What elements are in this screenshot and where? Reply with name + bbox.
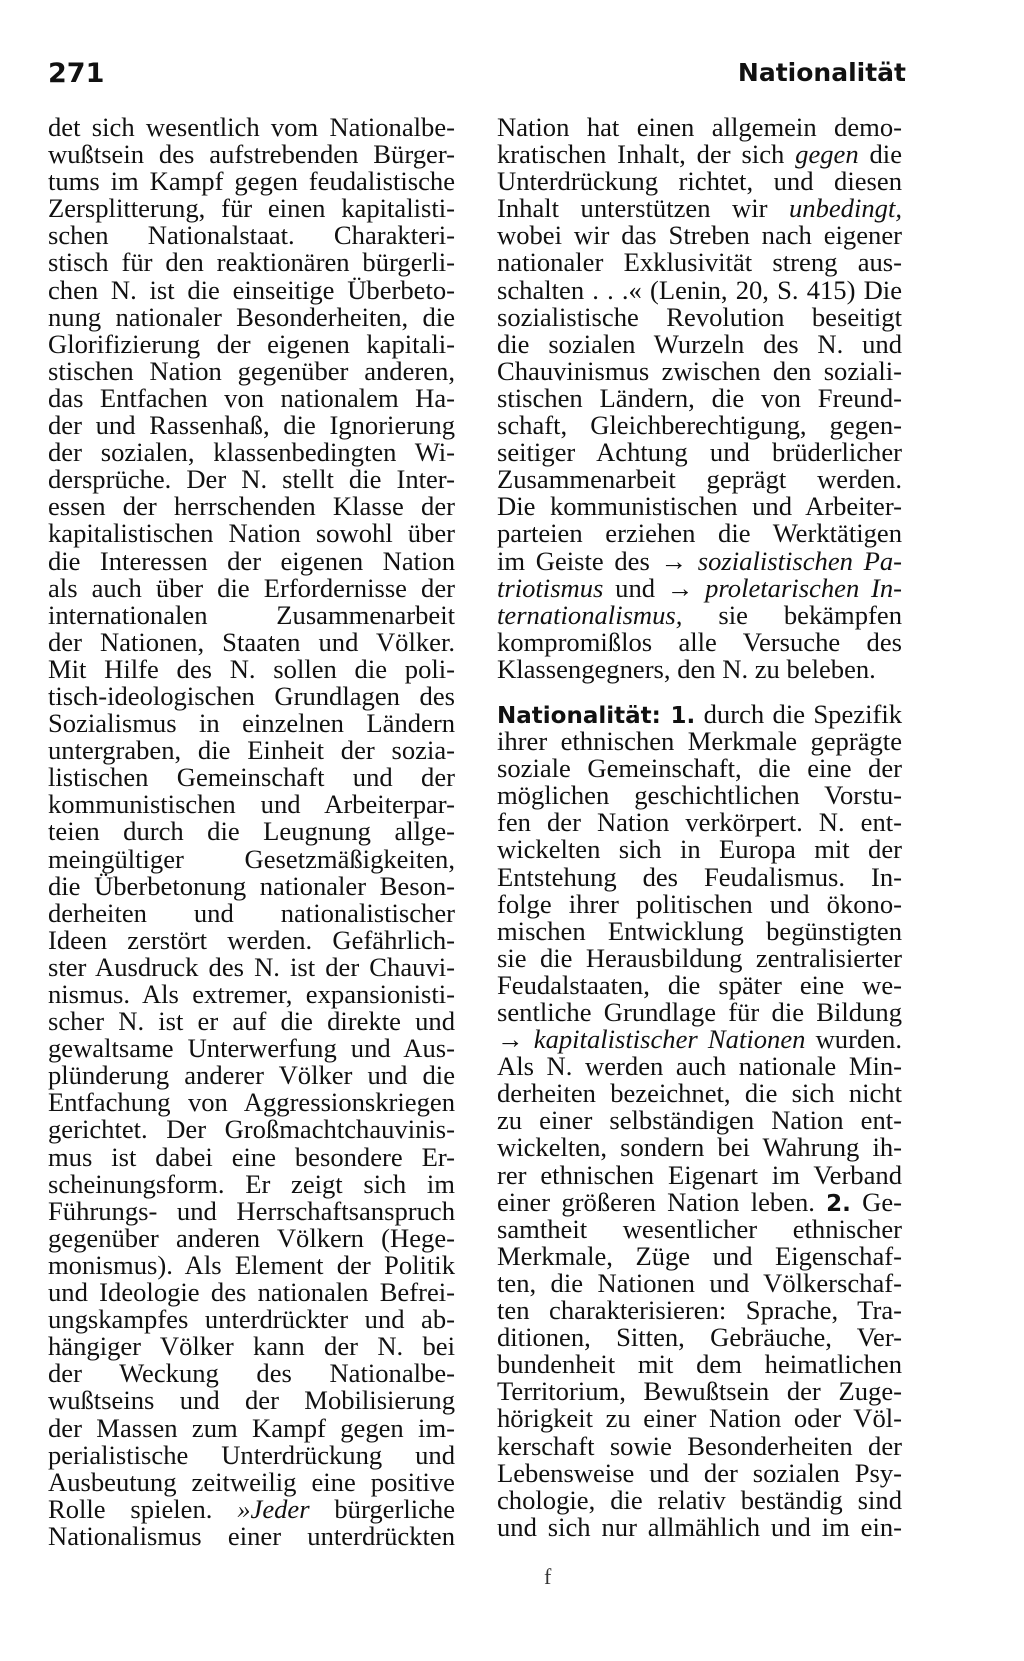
text-line: Unterdrückung richtet, und diesen [497, 166, 902, 197]
text-line: Inhalt unterstützen wir unbedingt, [497, 193, 902, 224]
text-line: ungskampfes unterdrückter und ab- [48, 1304, 455, 1335]
text-line: stischen Ländern, die von Freund- [497, 382, 902, 413]
text-line: im Geiste des → sozialistischen Pa- [497, 545, 902, 576]
entry-heading-line: Nationalität: 1. durch die Spezifik [497, 698, 902, 729]
text-line: sozialistische Revolution beseitigt [497, 301, 902, 332]
text-line: tisch-ideologischen Grundlagen des [48, 680, 455, 711]
text-line: Rolle spielen. »Jeder bürgerliche [48, 1493, 455, 1524]
text-line: scher N. ist er auf die direkte und [48, 1006, 455, 1037]
text-line: Glorifizierung der eigenen kapitali- [48, 328, 455, 359]
text-line: gewaltsame Unterwerfung und Aus- [48, 1033, 455, 1064]
text-line: nung nationaler Besonderheiten, die [48, 301, 455, 332]
text-line: Merkmale, Züge und Eigenschaf- [497, 1240, 902, 1271]
text-line: wickelten sich in Europa mit der [497, 834, 902, 865]
text-line: wickelten, sondern bei Wahrung ih- [497, 1132, 902, 1163]
text-line: mus ist dabei eine besondere Er- [48, 1141, 455, 1172]
text-line: → kapitalistischer Nationen wurden. [497, 1024, 902, 1055]
text-line: chen N. ist die einseitige Überbeto- [48, 274, 455, 305]
text-line: Führungs- und Herrschaftsanspruch [48, 1195, 455, 1226]
text-line: gegenüber anderen Völkern (Hege- [48, 1222, 455, 1253]
text-line: Sozialismus in einzelnen Ländern [48, 708, 455, 739]
text-line: Nationalismus einer unterdrückten [48, 1520, 455, 1551]
text-line: dersprüche. Der N. stellt die Inter- [48, 464, 455, 495]
text-line: kapitalistischen Nation sowohl über [48, 518, 455, 549]
text-line: Zersplitterung, für einen kapitalisti- [48, 193, 455, 224]
text-line: nismus. Als extremer, expansionisti- [48, 979, 455, 1009]
text-line: schen Nationalstaat. Charakteri- [48, 220, 455, 251]
text-line: meingültiger Gesetzmäßigkeiten, [48, 843, 455, 874]
text-line: und Ideologie des nationalen Befrei- [48, 1277, 455, 1308]
text-line: zu einer selbständigen Nation ent- [497, 1105, 902, 1136]
text-line: kerschaft sowie Besonderheiten der [497, 1430, 902, 1461]
text-line: Nation hat einen allgemein demo- [497, 112, 902, 142]
text-line: seitiger Achtung und brüderlicher [497, 437, 902, 468]
running-title: Nationalität [737, 58, 906, 87]
text-line: Als N. werden auch nationale Min- [497, 1051, 902, 1082]
text-line: stisch für den reaktionären bürgerli- [48, 247, 455, 278]
text-line: Die kommunistischen und Arbeiter- [497, 491, 902, 522]
text-line: mischen Entwicklung begünstigten [497, 915, 902, 946]
page-number: 271 [48, 58, 105, 89]
left-column [48, 114, 455, 1550]
text-line: Lebensweise und der sozialen Psy- [497, 1457, 902, 1488]
text-line: essen der herrschenden Klasse der [48, 491, 455, 522]
text-line: der und Rassenhaß, die Ignorierung [48, 410, 455, 441]
text-line: ster Ausdruck des N. ist der Chauvi- [48, 951, 455, 982]
text-line: kratischen Inhalt, der sich gegen die [497, 139, 902, 170]
text-line: und sich nur allmählich und im ein- [497, 1511, 902, 1542]
text-line: derheiten und nationalistischer [48, 897, 455, 928]
text-line: kommunistischen und Arbeiterpar- [48, 789, 455, 820]
text-line: ten charakterisieren: Sprache, Tra- [497, 1295, 902, 1326]
text-line: Zusammenarbeit geprägt werden. [497, 464, 902, 495]
text-line: teien durch die Leugnung allge- [48, 816, 455, 847]
text-line: hörigkeit zu einer Nation oder Völ- [497, 1403, 902, 1434]
text-line: wußtseins und der Mobilisierung [48, 1385, 455, 1416]
text-line: Chauvinismus zwischen den soziali- [497, 355, 902, 386]
text-line: sentliche Grundlage für die Bildung [497, 997, 902, 1027]
text-line: hängiger Völker kann der N. bei [48, 1331, 455, 1362]
text-line: ten, die Nationen und Völkerschaf- [497, 1267, 902, 1298]
text-line: det sich wesentlich vom Nationalbe- [48, 112, 455, 142]
text-line: die sozialen Wurzeln des N. und [497, 328, 902, 359]
text-line: die Überbetonung nationaler Beson- [48, 870, 455, 901]
text-line: das Entfachen von nationalem Ha- [48, 382, 455, 413]
text-line: stischen Nation gegenüber anderen, [48, 355, 455, 386]
text-line: Territorium, Bewußtsein der Zuge- [497, 1376, 902, 1407]
text-line: Mit Hilfe des N. sollen die poli- [48, 653, 455, 684]
text-line: Ausbeutung zeitweilig eine positive [48, 1466, 455, 1497]
text-line: derheiten bezeichnet, die sich nicht [497, 1078, 902, 1109]
text-line: samtheit wesentlicher ethnischer [497, 1213, 902, 1244]
text-line: einer größeren Nation leben. 2. Ge- [497, 1186, 902, 1217]
text-line: der Massen zum Kampf gegen im- [48, 1412, 455, 1443]
entry-headword: Nationalität: 1. [497, 702, 696, 729]
text-line: Klassengegners, den N. zu beleben. [497, 653, 876, 684]
text-line: plünderung anderer Völker und die [48, 1060, 455, 1091]
text-line: internationalen Zusammenarbeit [48, 599, 455, 630]
text-line: listischen Gemeinschaft und der [48, 762, 455, 793]
text-line: untergraben, die Einheit der sozia- [48, 735, 455, 766]
text-line: Entstehung des Feudalismus. In- [497, 861, 902, 892]
text-line: Feudalstaaten, die später eine we- [497, 969, 902, 1000]
text-line: bundenheit mit dem heimatlichen [497, 1349, 902, 1380]
text-line: monismus). Als Element der Politik [48, 1249, 455, 1280]
text-line: tums im Kampf gegen feudalistische [48, 166, 455, 197]
text-line: möglichen geschichtlichen Vorstu- [497, 780, 902, 811]
text-line: ihrer ethnischen Merkmale geprägte [497, 726, 902, 757]
text-line: die Interessen der eigenen Nation [48, 545, 455, 576]
text-line: gerichtet. Der Großmachtchauvinis- [48, 1114, 455, 1145]
text-line: triotismus und → proletarischen In- [497, 572, 902, 603]
text-line: scheinungsform. Er zeigt sich im [48, 1168, 455, 1199]
text-line: parteien erziehen die Werktätigen [497, 518, 902, 549]
text-line: wobei wir das Streben nach eigener [497, 220, 902, 251]
text-line: nationaler Exklusivität streng aus- [497, 247, 902, 278]
text-line: der Nationen, Staaten und Völker. [48, 626, 455, 657]
text-line: ditionen, Sitten, Gebräuche, Ver- [497, 1322, 902, 1353]
text-line: kompromißlos alle Versuche des [497, 626, 902, 657]
text-line: rer ethnischen Eigenart im Verband [497, 1159, 902, 1190]
text-line: schaft, Gleichberechtigung, gegen- [497, 410, 902, 441]
text-line: perialistische Unterdrückung und [48, 1439, 455, 1470]
text-line: als auch über die Erfordernisse der [48, 572, 455, 603]
text-line: Ideen zerstört werden. Gefährlich- [48, 924, 455, 955]
text-line: sie die Herausbildung zentralisierter [497, 942, 902, 973]
text-line: chologie, die relativ beständig sind [497, 1484, 902, 1515]
text-line: wußtsein des aufstrebenden Bürger- [48, 139, 455, 170]
text-line: Entfachung von Aggressionskriegen [48, 1087, 455, 1118]
text-line: der Weckung des Nationalbe- [48, 1358, 455, 1389]
text-line: ternationalismus, sie bekämpfen [497, 599, 902, 630]
right-column [497, 114, 902, 1541]
text-line: der sozialen, klassenbedingten Wi- [48, 437, 455, 468]
text-line: fen der Nation verkörpert. N. ent- [497, 807, 902, 838]
bottom-mark: f [544, 1564, 552, 1589]
text-line: folge ihrer politischen und ökono- [497, 888, 902, 919]
text-line: schalten . . .« (Lenin, 20, S. 415) Die [497, 274, 902, 305]
text-line: soziale Gemeinschaft, die eine der [497, 753, 902, 784]
